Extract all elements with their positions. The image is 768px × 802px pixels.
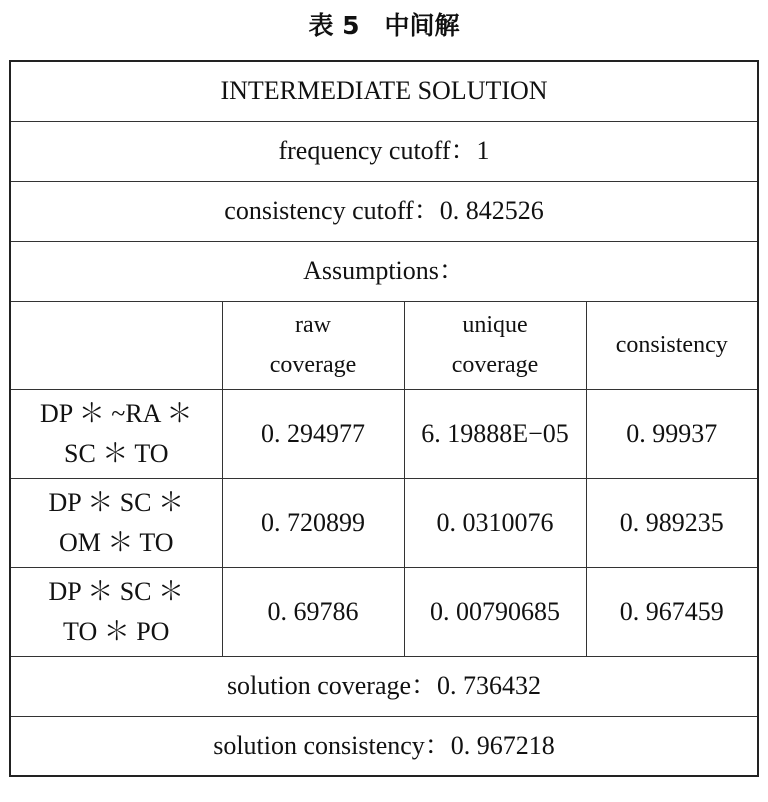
empty-header-cell: [10, 301, 222, 389]
raw-coverage-cell: 0. 69786: [222, 567, 404, 656]
intermediate-solution-table: [9, 60, 759, 777]
unique-coverage-cell: 0. 0310076: [404, 478, 586, 567]
consistency-cutoff: consistency cutoff：0. 842526: [10, 181, 758, 241]
solution-consistency-row: [10, 716, 758, 776]
raw-coverage-cell: 0. 294977: [222, 389, 404, 478]
consistency-header: consistency: [586, 301, 758, 389]
table-caption: 表 5 中间解: [308, 11, 460, 40]
row-label: [10, 478, 222, 567]
unique-coverage-header-line1: unique: [462, 312, 528, 338]
solution-coverage-row: [10, 656, 758, 716]
table-row: [10, 389, 758, 478]
row-label-line1: DP ＊ SC ＊: [48, 576, 185, 606]
assumptions-label: Assumptions：: [10, 241, 758, 301]
table-title-row: [10, 61, 758, 121]
table-row: [10, 567, 758, 656]
row-label-line1: DP ＊ ~RA ＊: [39, 398, 193, 428]
row-label-line2: OM ＊ TO: [58, 527, 174, 557]
unique-coverage-cell: 0. 00790685: [404, 567, 586, 656]
row-label-line2: TO ＊ PO: [63, 616, 170, 646]
row-label-line1: DP ＊ SC ＊: [48, 487, 185, 517]
table-row: [10, 478, 758, 567]
solution-coverage: solution coverage：0. 736432: [10, 656, 758, 716]
table-title: INTERMEDIATE SOLUTION: [10, 61, 758, 121]
consistency-cell: 0. 99937: [586, 389, 758, 478]
solution-consistency: solution consistency：0. 967218: [10, 716, 758, 776]
column-header-row: [10, 301, 758, 389]
frequency-cutoff: frequency cutoff：1: [10, 121, 758, 181]
consistency-cutoff-row: [10, 181, 758, 241]
unique-coverage-header-line2: coverage: [451, 352, 539, 378]
raw-coverage-header-line1: raw: [295, 312, 331, 338]
raw-coverage-cell: 0. 720899: [222, 478, 404, 567]
raw-coverage-header: [222, 301, 404, 389]
row-label: [10, 567, 222, 656]
assumptions-row: [10, 241, 758, 301]
consistency-cell: 0. 989235: [586, 478, 758, 567]
frequency-cutoff-row: [10, 121, 758, 181]
unique-coverage-cell: 6. 19888E−05: [404, 389, 586, 478]
raw-coverage-header-line2: coverage: [269, 352, 357, 378]
row-label-line2: SC ＊ TO: [63, 438, 169, 468]
row-label: [10, 389, 222, 478]
consistency-cell: 0. 967459: [586, 567, 758, 656]
unique-coverage-header: [404, 301, 586, 389]
